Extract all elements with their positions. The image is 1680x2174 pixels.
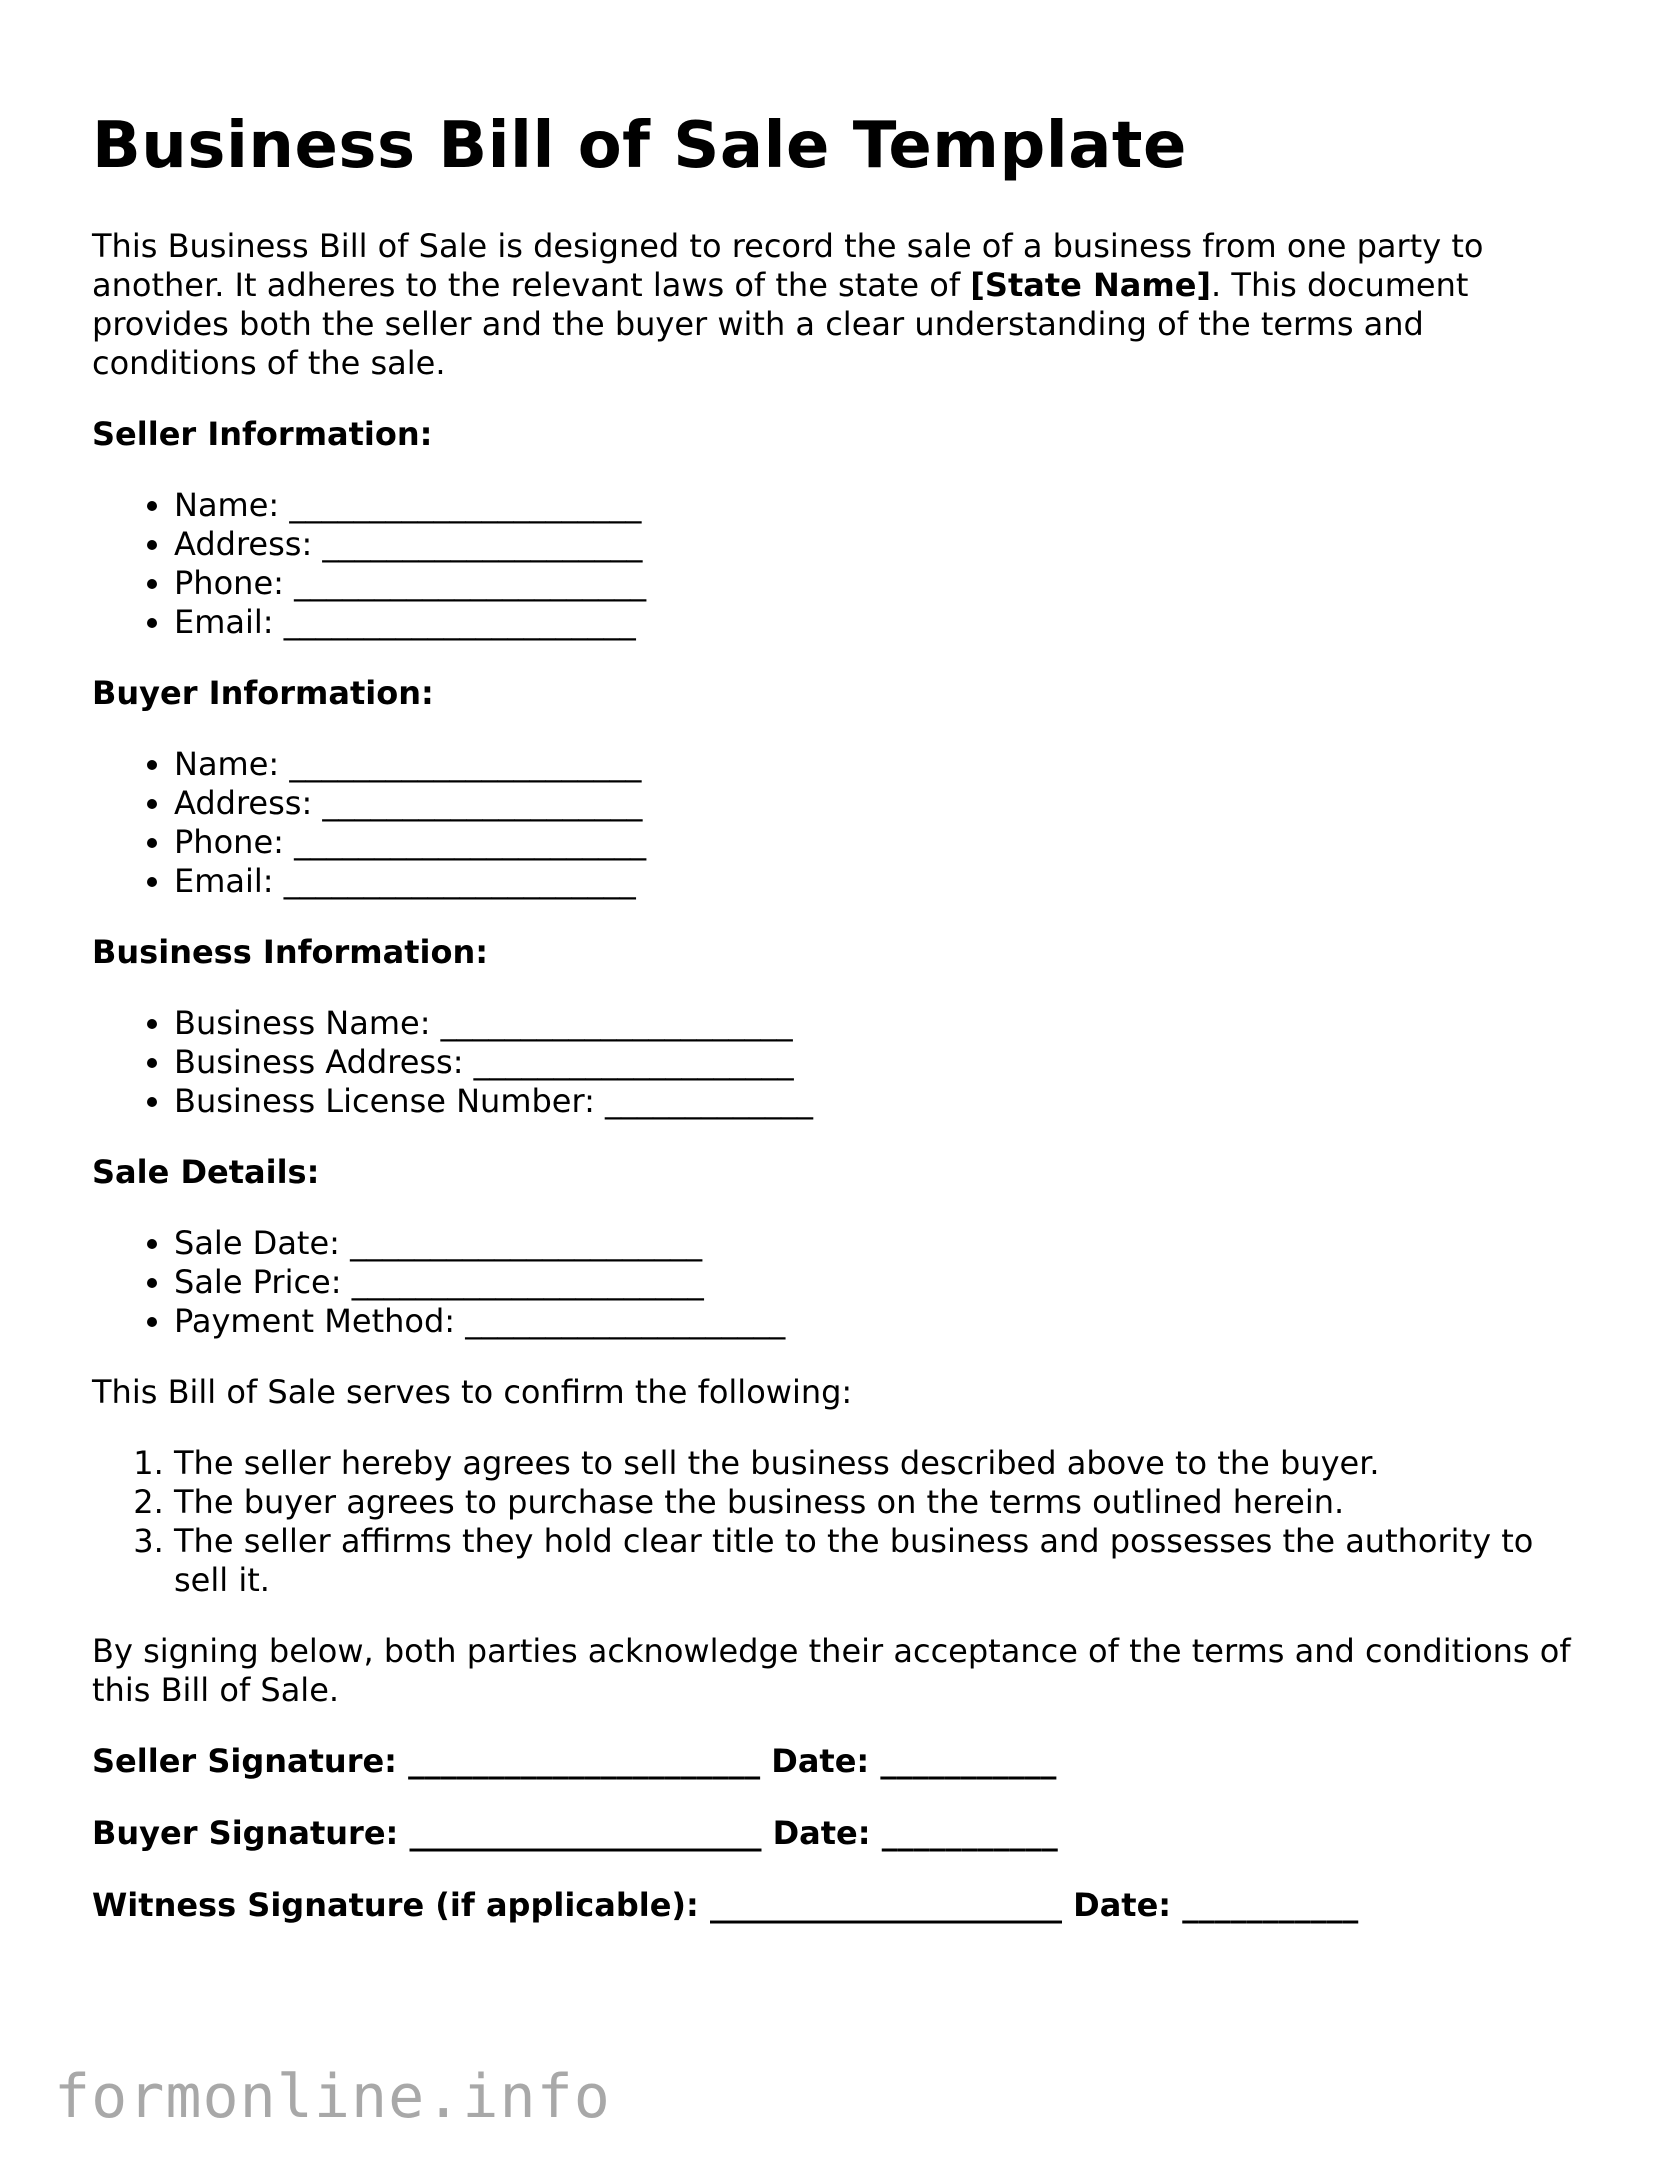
seller-name-field: • Name: ______________________ [174,486,1592,525]
witness-signature-line: Witness Signature (if applicable): ______________________ Date: ___________ [92,1885,1359,1924]
confirm-item: 3. The seller affirms they hold clear title to the business and possesses the authority to sell it. [174,1522,1592,1600]
payment-method-field: • Payment Method: ____________________ [174,1302,1592,1341]
business-heading: Business Information: [92,932,489,971]
seller-heading: Seller Information: [92,414,433,453]
buyer-address-field: • Address: ____________________ [174,784,1592,823]
intro-text-start: This Business Bill of Sale is designed to record the sale of a business from one party to another. It adheres to the relevant laws of the state of [92,226,1484,304]
buyer-list [92,745,1592,901]
business-address-field: • Business Address: ____________________ [174,1043,1592,1082]
confirm-item: 1. The seller hereby agrees to sell the business described above to the buyer. [174,1444,1592,1483]
seller-list [92,486,1592,642]
sale-price-field: • Sale Price: ______________________ [174,1263,1592,1302]
seller-phone-field: • Phone: ______________________ [174,564,1592,603]
business-license-field: • Business License Number: _____________ [174,1082,1592,1121]
state-name-placeholder: [State Name] [970,265,1212,304]
seller-signature-line: Seller Signature: ______________________ Date: ___________ [92,1741,1057,1780]
intro-text-end: . This document provides both the seller and the buyer with a clear understanding of the terms and conditions of the sale. [92,265,1469,382]
sale-date-field: • Sale Date: ______________________ [174,1224,1592,1263]
intro-paragraph [92,227,1592,383]
buyer-heading: Buyer Information: [92,673,434,712]
buyer-signature-line: Buyer Signature: ______________________ Date: ___________ [92,1813,1058,1852]
document-page [92,108,1592,1958]
sale-heading: Sale Details: [92,1152,320,1191]
seller-address-field: • Address: ____________________ [174,525,1592,564]
page-title: Business Bill of Sale Template [92,109,1187,183]
watermark: formonline.info [54,2062,611,2132]
confirm-item: 2. The buyer agrees to purchase the business on the terms outlined herein. [174,1483,1592,1522]
seller-email-field: • Email: ______________________ [174,603,1592,642]
buyer-phone-field: • Phone: ______________________ [174,823,1592,862]
confirm-list [92,1444,1592,1600]
business-list [92,1004,1592,1121]
buyer-email-field: • Email: ______________________ [174,862,1592,901]
business-name-field: • Business Name: ______________________ [174,1004,1592,1043]
confirm-lead: This Bill of Sale serves to confirm the following: [92,1372,853,1411]
acknowledge-paragraph: By signing below, both parties acknowledge their acceptance of the terms and conditions of this Bill of Sale. [92,1631,1571,1709]
buyer-name-field: • Name: ______________________ [174,745,1592,784]
sale-list [92,1224,1592,1341]
